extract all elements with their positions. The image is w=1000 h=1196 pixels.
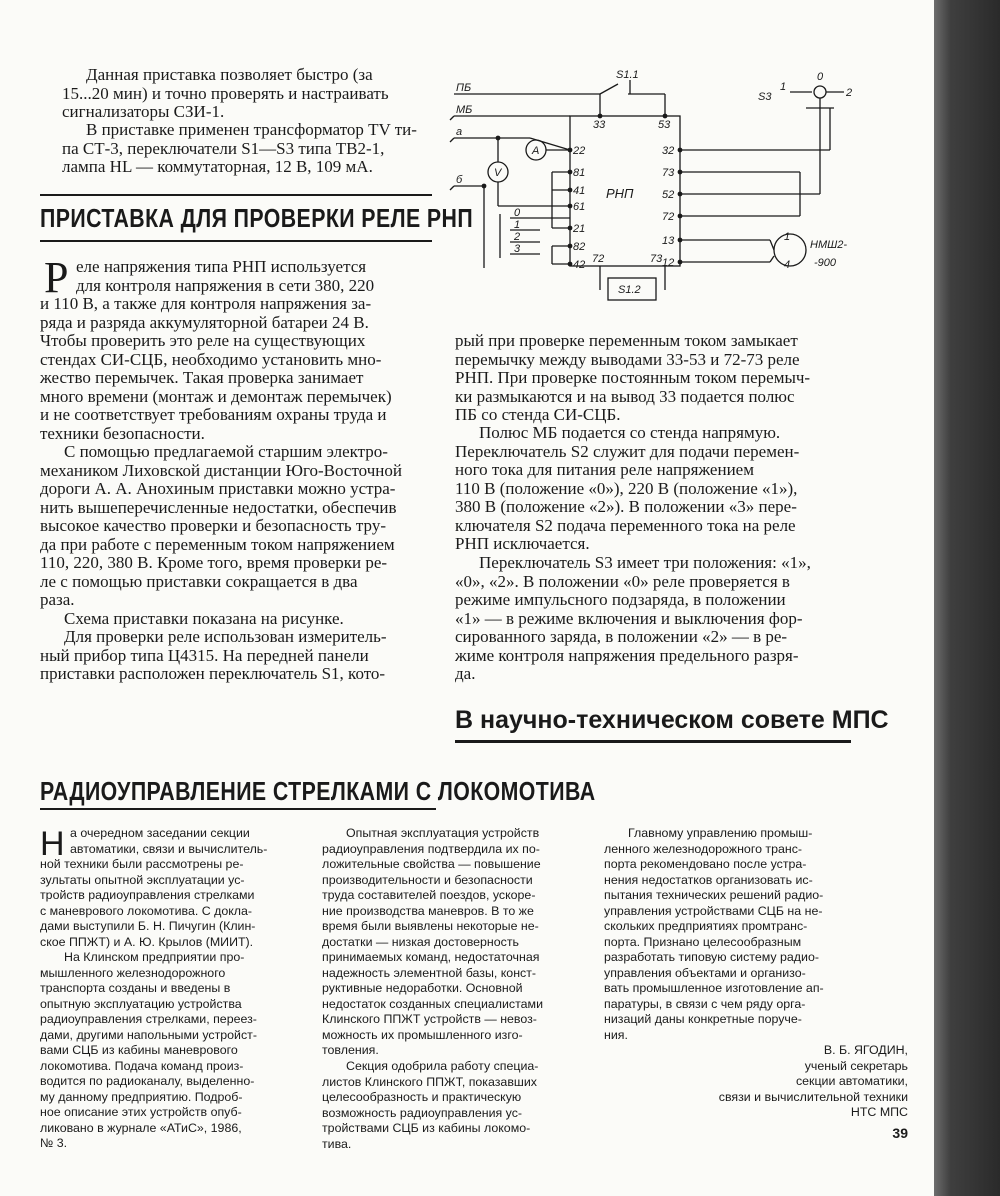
drop-cap: Р <box>44 253 69 302</box>
circuit-schematic <box>440 68 860 308</box>
title-rule-bottom <box>40 240 432 242</box>
label-s2-0: 0 <box>514 207 521 219</box>
label-mb: МБ <box>456 104 473 116</box>
article1-right-paragraph-3 <box>455 554 851 684</box>
text-line: Схема приставки показана на рисунке. <box>64 609 344 628</box>
text-line: товления. <box>322 1043 379 1057</box>
pin-right-6: 12 <box>662 257 675 269</box>
text-line: ное описание этих устройств опуб- <box>40 1105 242 1119</box>
text-line: разработать типовую систему радио- <box>604 950 819 964</box>
text-line: па СТ-3, переключатели S1—S3 типа ТВ2-1, <box>62 138 385 158</box>
pin-top-2: 53 <box>658 119 671 131</box>
label-lamp-pin1: 1 <box>784 231 791 243</box>
text-line: мышленного железнодорожного <box>40 965 226 980</box>
text-line: ложительные свойства — повышение <box>322 857 541 871</box>
text-line: тройств радиоуправления стрелками <box>40 888 255 902</box>
text-line: С помощью предлагаемой старшим электро- <box>64 442 388 461</box>
text-line: скольких предприятиях промтранс- <box>604 919 808 933</box>
pin-right-5: 13 <box>662 235 675 247</box>
pin-left-6: 82 <box>573 241 586 253</box>
text-line: опытную эксплуатацию устройства <box>40 996 242 1011</box>
text-line: ПБ со стенда СИ-СЦБ. <box>455 405 621 424</box>
article2-col2-paragraph-1 <box>322 826 543 1059</box>
text-line: с маневрового локомотива. С докла- <box>40 903 253 918</box>
text-line: паратуры, в связи с чем ряду орга- <box>604 996 806 1011</box>
text-line: Опытная эксплуатация устройств <box>346 826 540 840</box>
text-line: 380 В (положение «2»). В положении «3» пере- <box>455 497 797 516</box>
text-line: вами СЦБ из кабины маневрового <box>40 1043 238 1057</box>
label-s3: S3 <box>758 91 772 103</box>
text-line: а очередном заседании секции <box>70 826 250 840</box>
text-line: да при работе с переменным током напряжением <box>40 534 395 554</box>
text-line: Секция одобрила работу специа- <box>346 1059 539 1073</box>
text-line: труда составителей поездов, ускоре- <box>322 888 536 902</box>
text-line: недостаток созданных специалистами <box>322 996 543 1011</box>
text-line: ское ППЖТ) и А. Ю. Крылов (МИИТ). <box>40 934 254 949</box>
text-line: вать промышленное изготовление ап- <box>604 981 824 995</box>
text-line: тройствами СЦБ из кабины локомо- <box>322 1121 531 1135</box>
pin-right-3: 52 <box>662 189 675 201</box>
label-lamp: НМШ2- <box>810 239 848 251</box>
text-line: листов Клинского ППЖТ, показавших <box>322 1074 537 1089</box>
pin-left-2: 81 <box>573 167 586 179</box>
text-line: автоматики, связи и вычислитель- <box>70 841 268 856</box>
text-line: ный прибор типа Ц4315. На передней панели <box>40 645 369 665</box>
article2-title-rule <box>40 808 436 810</box>
text-line: лампа HL — коммутаторная, 12 В, 109 мА. <box>62 157 373 176</box>
text-line: Полюс МБ подается со стенда напрямую. <box>479 423 781 442</box>
text-line: РНП. При проверке постоянным током перемыч- <box>455 368 811 387</box>
text-line: Клинского ППЖТ устройств — невоз- <box>322 1012 537 1026</box>
text-line: управления объектами и организо- <box>604 965 806 980</box>
text-line: тива. <box>322 1136 352 1151</box>
text-line: № 3. <box>40 1136 68 1150</box>
article1-paragraph-2 <box>40 443 434 610</box>
label-s2-1: 1 <box>514 219 521 231</box>
text-line: Главному управлению промыш- <box>628 826 813 840</box>
text-line: связи и вычислительной техники <box>718 1089 908 1104</box>
text-line: перемычку между выводами 33-53 и 72-73 реле <box>455 349 800 369</box>
intro-paragraph-2 <box>62 121 436 177</box>
text-line: управления устройствами СЦБ на не- <box>604 903 823 918</box>
label-s1-2: S1.2 <box>618 284 641 296</box>
text-line: дороги А. А. Анохиным приставки можно устра- <box>40 479 396 498</box>
article2-col1-paragraph-1 <box>40 857 255 950</box>
text-line: В приставке применен трансформатор TV ти- <box>86 120 417 139</box>
text-line: можность их промышленного изго- <box>322 1027 523 1042</box>
text-line: НТС МПС <box>850 1105 908 1119</box>
signature-block <box>719 1043 908 1121</box>
text-line: ликовано в журнале «АТиС», 1986, <box>40 1120 242 1135</box>
text-line: низаций даны конкретные поруче- <box>604 1012 802 1026</box>
text-line: принимаемых команд, недостаточная <box>322 950 540 964</box>
label-rnp: РНП <box>606 186 634 201</box>
text-line: му данному предприятию. Подроб- <box>40 1089 243 1104</box>
text-line: «0», «2». В положении «0» реле проверяется в <box>455 571 790 591</box>
page-gutter-shadow <box>934 0 1000 1196</box>
text-line: приставки расположен переключатель S1, кото- <box>40 664 386 683</box>
text-line: руктивные недоработки. Основной <box>322 981 523 995</box>
text-line: сигнализаторы СЗИ-1. <box>62 102 225 121</box>
text-line: режиме импульсного подзаряда, в положении <box>455 590 786 609</box>
label-s2-2: 2 <box>514 231 521 243</box>
text-line: 110 В (положение «0»), 220 В (положение «1»), <box>455 478 798 498</box>
article-title: ПРИСТАВКА ДЛЯ ПРОВЕРКИ РЕЛЕ РНП <box>40 203 474 233</box>
text-line: да. <box>455 664 476 683</box>
text-line: и 110 В, а также для контроля напряжения за- <box>40 294 372 313</box>
text-line: еле напряжения типа РНП используется <box>76 257 367 276</box>
text-line: ученый секретарь <box>804 1058 908 1073</box>
article1-right-paragraph-2 <box>455 424 851 554</box>
label-ammeter: А <box>532 145 540 157</box>
text-line: ки размыкаются и на вывод 33 подается полюс <box>455 386 795 406</box>
text-line: ния. <box>604 1027 628 1042</box>
text-line: ряда и разряда аккумуляторной батареи 24 В. <box>40 312 369 332</box>
pin-right-2: 73 <box>662 167 675 179</box>
label-b: б <box>456 174 463 186</box>
text-line: пытания технических решений радио- <box>604 888 824 902</box>
text-line: возможность радиоуправления ус- <box>322 1105 523 1120</box>
text-line: В. Б. ЯГОДИН, <box>823 1043 908 1057</box>
label-s3-pos2: 2 <box>846 87 853 99</box>
text-line: дами выступили Б. Н. Пичугин (Клин- <box>40 919 256 933</box>
pin-left-3: 41 <box>573 185 586 197</box>
text-line: секции автоматики, <box>795 1074 908 1088</box>
text-line: ние производства маневров. В то же <box>322 903 534 918</box>
pin-top-1: 33 <box>593 119 606 131</box>
label-pb: ПБ <box>456 82 472 94</box>
pin-left-4: 61 <box>573 201 586 213</box>
text-line: зультаты опытной эксплуатации ус- <box>40 872 245 887</box>
text-line: нить вышеперечисленные недостатки, обеспечив <box>40 497 397 517</box>
pin-bottom-2: 73 <box>650 253 663 265</box>
page-number: 39 <box>892 1125 908 1141</box>
text-line: На Клинском предприятии про- <box>64 950 245 964</box>
text-line: для контроля напряжения в сети 380, 220 <box>76 275 375 295</box>
pin-right-4: 72 <box>662 211 675 223</box>
intro-paragraph-1 <box>62 66 436 122</box>
text-line: стендах СИ-СЦБ, необходимо установить мно- <box>40 349 382 369</box>
article2-drop-cap: Н <box>40 825 65 863</box>
text-line: ленного железнодорожного транс- <box>604 841 803 856</box>
article1-paragraph-4 <box>40 628 434 684</box>
text-line: ле с помощью приставки сокращается в два <box>40 571 358 591</box>
article2-first-lines <box>70 826 267 857</box>
text-line: техники безопасности. <box>40 423 205 443</box>
text-line: ного тока для питания реле напряжением <box>455 460 754 479</box>
pin-bottom-1: 72 <box>592 253 605 265</box>
text-line: производительности и безопасности <box>322 872 533 887</box>
article2-col3-paragraph-1 <box>604 826 824 1043</box>
text-line: радиоуправления стрелками, переез- <box>40 1012 257 1026</box>
text-line: надежность элементной базы, конст- <box>322 965 537 980</box>
label-s3-pos0: 0 <box>817 71 824 83</box>
label-voltmeter: V <box>494 167 502 179</box>
text-line: жиме контроля напряжения предельного разря- <box>455 645 799 665</box>
text-line: порта. Признано целесообразным <box>604 934 802 949</box>
title-rule-top <box>40 194 432 196</box>
text-line: механиком Лиховской дистанции Юго-Восточной <box>40 460 402 480</box>
section-rule <box>455 740 851 743</box>
article1-right-paragraph-1 <box>455 332 851 425</box>
article1-first-lines <box>76 258 434 295</box>
pin-left-1: 22 <box>573 145 586 157</box>
text-line: рый при проверке переменным током замыкает <box>455 331 798 350</box>
article1-paragraph-1 <box>40 295 434 443</box>
text-line: Чтобы проверить это реле на существующих <box>40 331 366 350</box>
article2-col1-paragraph-2 <box>40 950 257 1152</box>
text-line: нения недостатков организовать ис- <box>604 872 813 887</box>
text-line: Переключатель S3 имеет три положения: «1», <box>479 553 811 572</box>
text-line: 110, 220, 380 В. Кроме того, время проверки ре- <box>40 553 388 572</box>
text-line: жество перемычек. Такая проверка занимает <box>40 368 364 387</box>
text-line: ключателя S2 подача переменного тока на реле <box>455 515 796 535</box>
article2-col2-paragraph-2 <box>322 1059 538 1152</box>
label-s1-1: S1.1 <box>616 69 639 81</box>
text-line: Переключатель S2 служит для подачи перемен- <box>455 441 800 461</box>
label-lamp-2: -900 <box>814 257 837 269</box>
text-line: ной техники были рассмотрены ре- <box>40 857 244 871</box>
article2-title: РАДИОУПРАВЛЕНИЕ СТРЕЛКАМИ С ЛОКОМОТИВА <box>40 776 596 806</box>
text-line: Данная приставка позволяет быстро (за <box>86 65 373 84</box>
text-line: локомотива. Подача команд произ- <box>40 1058 244 1073</box>
label-lamp-pin4: 4 <box>784 259 791 271</box>
text-line: радиоуправления подтвердила их по- <box>322 841 540 856</box>
text-line: и не соответствует требованиям охраны труда и <box>40 405 387 424</box>
text-line: транспорта созданы и введены в <box>40 981 231 995</box>
pin-left-5: 21 <box>573 223 586 235</box>
text-line: Для проверки реле использован измеритель- <box>64 627 387 646</box>
pin-right-1: 32 <box>662 145 675 157</box>
text-line: высокое качество проверки и безопасность тру- <box>40 516 386 535</box>
pin-left-7: 42 <box>573 259 586 271</box>
text-line: РНП исключается. <box>455 534 590 553</box>
label-a: а <box>456 126 463 138</box>
text-line: сированного заряда, в положении «2» — в ре- <box>455 627 788 646</box>
label-s2-3: 3 <box>514 243 521 255</box>
section-title: В научно-техническом совете МПС <box>455 706 889 734</box>
text-line: дами, другими напольными устройст- <box>40 1027 257 1042</box>
text-line: 15...20 мин) и точно проверять и настраивать <box>62 83 389 103</box>
text-line: водится по радиоканалу, выделенно- <box>40 1074 255 1088</box>
text-line: порта рекомендовано после устра- <box>604 857 807 871</box>
text-line: раза. <box>40 590 75 609</box>
text-line: «1» — в режиме включения и выключения фор- <box>455 608 803 628</box>
text-line: много времени (монтаж и демонтаж перемычек) <box>40 386 392 406</box>
article1-paragraph-3 <box>40 610 434 629</box>
text-line: время были выявлены некоторые не- <box>322 919 539 933</box>
text-line: целесообразность и практическую <box>322 1090 522 1104</box>
text-line: достатки — низкая достоверность <box>322 934 519 949</box>
label-s3-pos1: 1 <box>780 81 787 93</box>
